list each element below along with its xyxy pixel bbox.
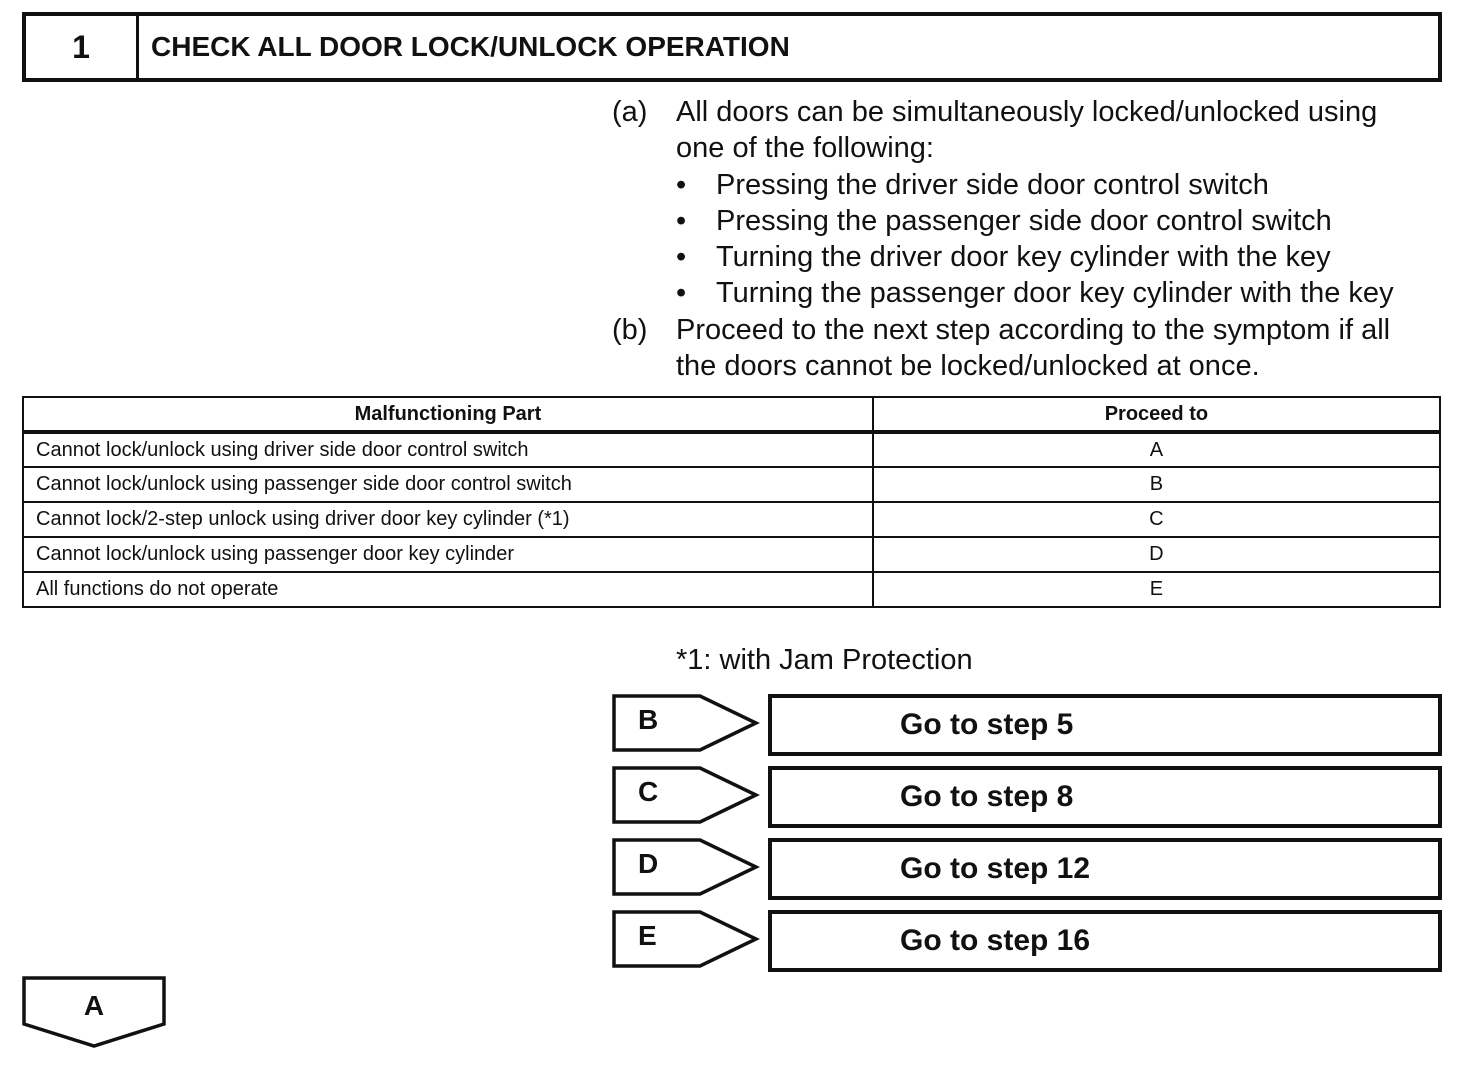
instruction-b-text <box>676 312 1452 385</box>
bullet-icon: • <box>676 277 687 310</box>
footnote: *1: with Jam Protection <box>676 644 973 676</box>
instruction-b-marker: (b) <box>612 313 648 346</box>
bullet-text: Turning the passenger door key cylinder with the key <box>716 277 1394 310</box>
instruction-b-line2: the doors cannot be locked/unlocked at once. <box>676 350 1260 383</box>
branch-letter: D <box>638 848 659 879</box>
arrow-tag-icon <box>612 766 760 824</box>
symptom-cell: Cannot lock/unlock using driver side door control switch <box>23 432 873 467</box>
proceed-cell: B <box>873 467 1440 502</box>
step-title: CHECK ALL DOOR LOCK/UNLOCK OPERATION <box>151 31 790 62</box>
bullet-item <box>676 239 1452 275</box>
symptom-cell: Cannot lock/unlock using passenger door key cylinder <box>23 537 873 572</box>
branch-tag <box>612 766 760 824</box>
symptom-cell: Cannot lock/2-step unlock using driver door key cylinder (*1) <box>23 502 873 537</box>
bullet-text: Pressing the driver side door control switch <box>716 168 1269 201</box>
bullet-item <box>676 275 1452 311</box>
go-to-step-8-box[interactable]: Go to step 8 <box>768 766 1442 828</box>
bullet-icon: • <box>676 168 687 201</box>
instruction-b <box>612 312 1452 385</box>
instruction-a-marker: (a) <box>612 96 648 128</box>
instruction-a <box>612 94 1452 312</box>
branch-tag <box>612 910 760 968</box>
proceed-cell: E <box>873 572 1440 607</box>
branch-e[interactable] <box>612 910 1444 972</box>
branch-letter: B <box>638 704 659 735</box>
table-header-row <box>23 397 1440 432</box>
instruction-b-line1: Proceed to the next step according to the symptom if all <box>676 313 1391 346</box>
step-header <box>22 12 1442 82</box>
symptom-cell: Cannot lock/unlock using passenger side door control switch <box>23 467 873 502</box>
bullet-item <box>676 203 1452 239</box>
arrow-tag-icon <box>612 838 760 896</box>
arrow-tag-icon <box>612 910 760 968</box>
instructions <box>612 94 1452 384</box>
table-row <box>23 467 1440 502</box>
proceed-cell: A <box>873 432 1440 467</box>
bullet-item <box>676 167 1452 203</box>
step-number: 1 <box>26 16 139 78</box>
symptom-cell: All functions do not operate <box>23 572 873 607</box>
arrow-tag-icon <box>612 694 760 752</box>
result-a-arrow[interactable] <box>22 976 168 1050</box>
bullet-text: Pressing the passenger side door control switch <box>716 204 1332 237</box>
header-proceed-to: Proceed to <box>873 397 1440 432</box>
table-row <box>23 537 1440 572</box>
go-to-step-16-box[interactable]: Go to step 16 <box>768 910 1442 972</box>
bullet-icon: • <box>676 204 687 237</box>
proceed-cell: D <box>873 537 1440 572</box>
branch-tag <box>612 694 760 752</box>
table-row <box>23 502 1440 537</box>
header-malfunctioning-part: Malfunctioning Part <box>23 397 873 432</box>
branch-letter: E <box>638 920 657 951</box>
result-a-letter: A <box>83 990 105 1021</box>
bullet-text: Turning the driver door key cylinder with the key <box>716 241 1331 274</box>
bullet-icon: • <box>676 241 687 274</box>
branch-c[interactable] <box>612 766 1444 828</box>
table-row <box>23 572 1440 607</box>
instruction-a-line1: All doors can be simultaneously locked/unlocked using <box>676 96 1378 128</box>
table-row <box>23 432 1440 467</box>
branch-b[interactable] <box>612 694 1444 756</box>
branch-tag <box>612 838 760 896</box>
go-to-step-12-box[interactable]: Go to step 12 <box>768 838 1442 900</box>
instruction-a-line2: one of the following: <box>676 132 934 165</box>
proceed-cell: C <box>873 502 1440 537</box>
instruction-a-text <box>676 94 1452 312</box>
go-to-step-5-box[interactable]: Go to step 5 <box>768 694 1442 756</box>
branch-d[interactable] <box>612 838 1444 900</box>
branch-letter: C <box>638 776 659 807</box>
symptom-table <box>22 396 1441 608</box>
